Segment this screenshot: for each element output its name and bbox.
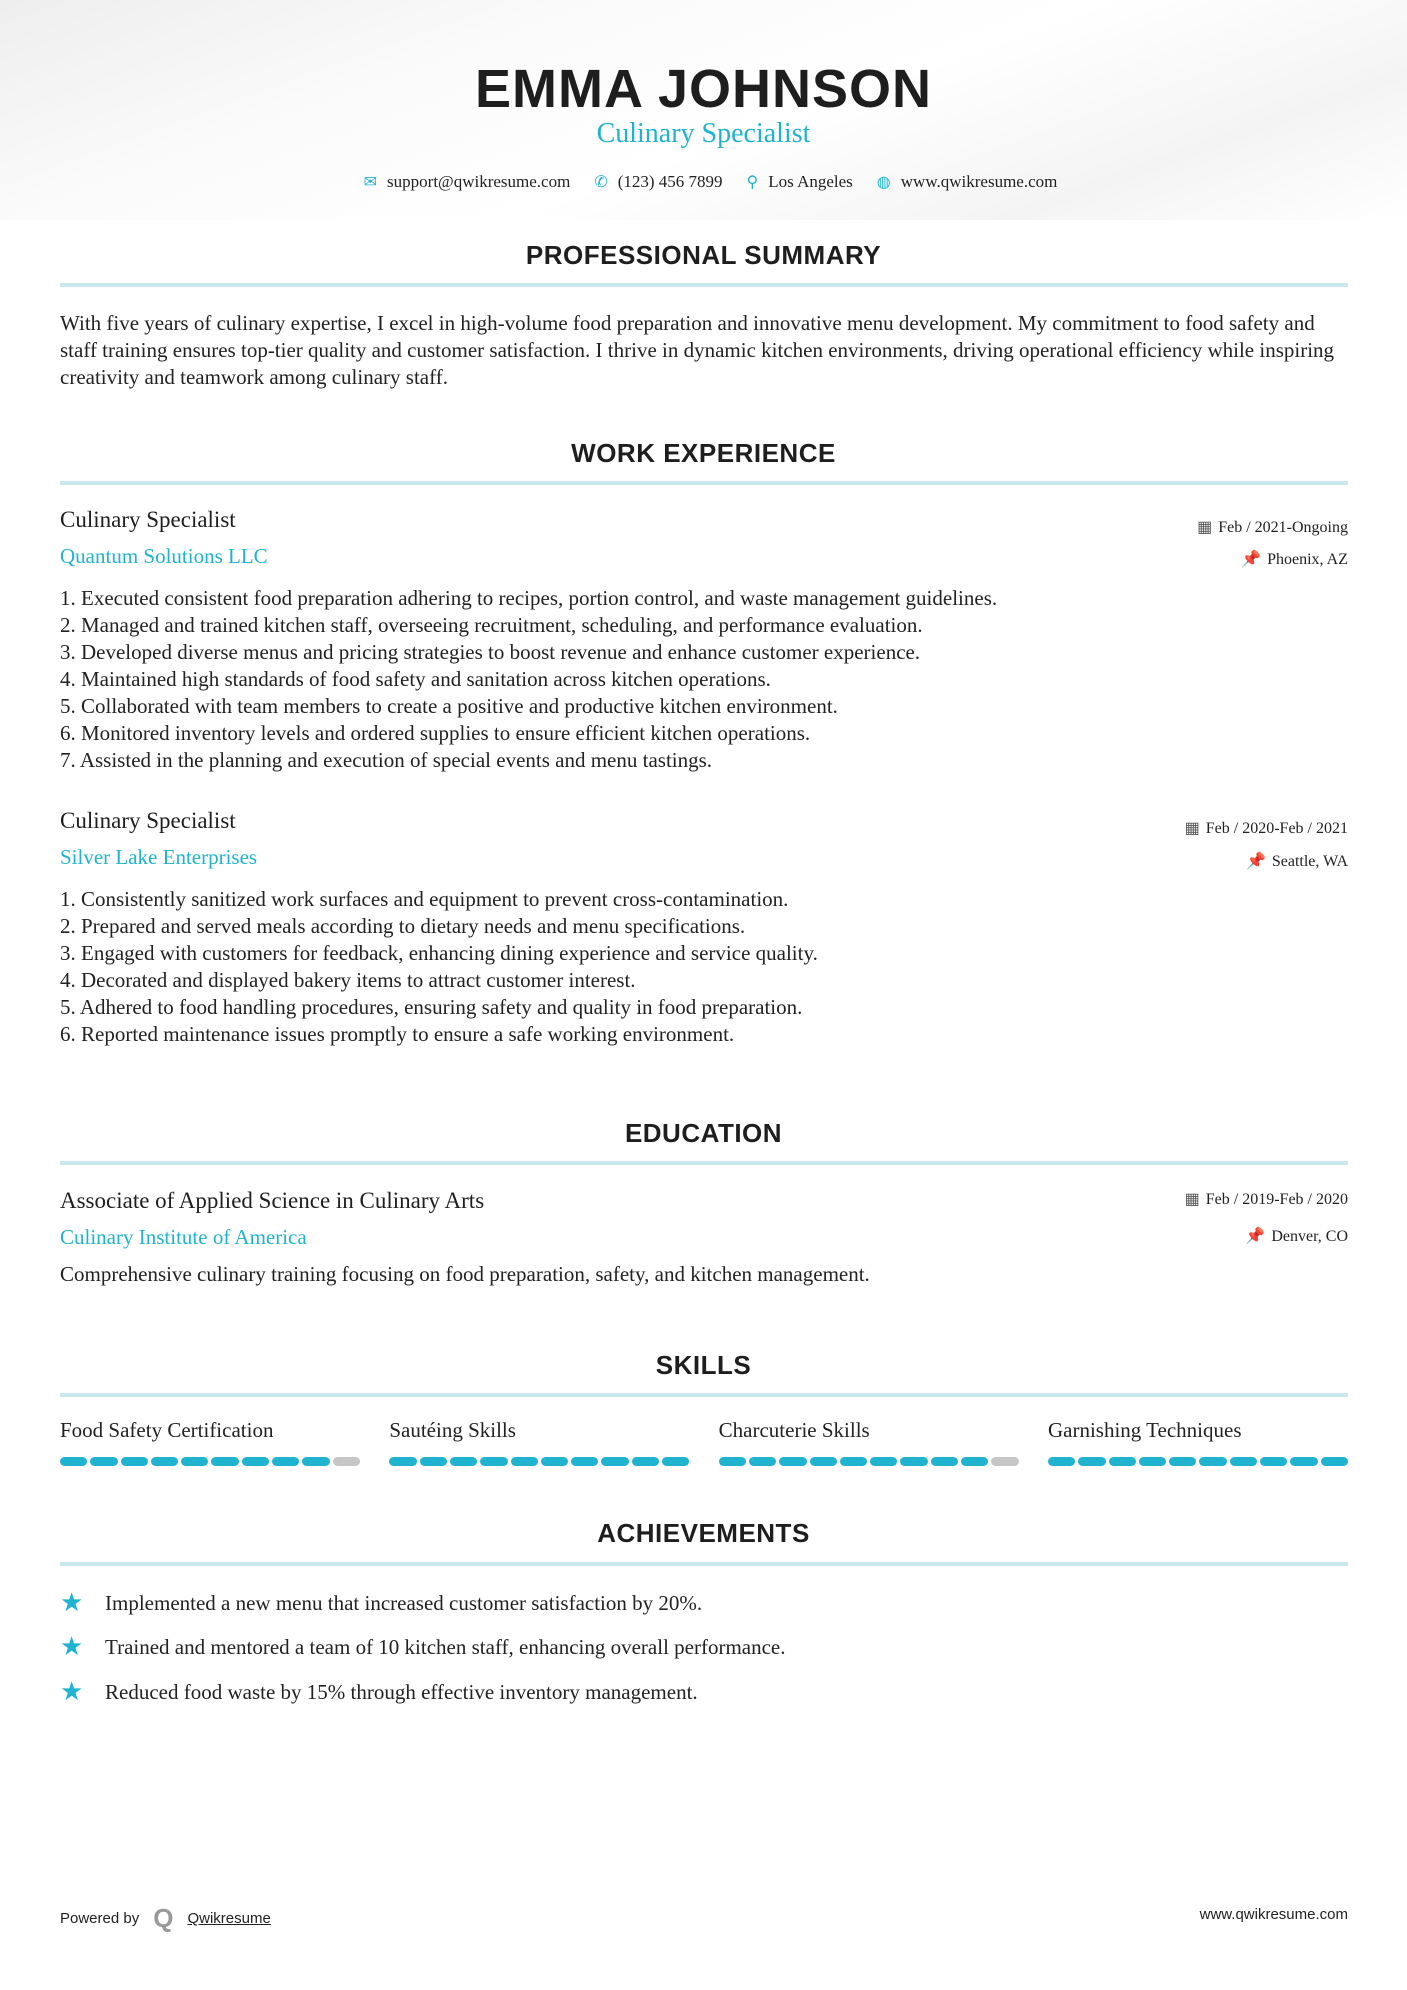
skill-level-segment <box>211 1457 238 1466</box>
skill-level-segment <box>662 1457 689 1466</box>
dates-text: Feb / 2019-Feb / 2020 <box>1205 1191 1348 1208</box>
skill-level-segment <box>1139 1457 1166 1466</box>
job-dates <box>1185 818 1348 838</box>
company-name: Silver Lake Enterprises <box>60 845 258 869</box>
list-item: 4. Decorated and displayed bakery items to attract customer interest. <box>60 968 636 992</box>
skill-level-segment <box>779 1457 806 1466</box>
skill-level-segment <box>181 1457 208 1466</box>
email-icon: ✉ <box>363 174 378 191</box>
star-icon: ★ <box>60 1632 84 1661</box>
company-name: Quantum Solutions LLC <box>60 544 268 568</box>
skill-level-segment <box>810 1457 837 1466</box>
skill-level-segment <box>60 1457 87 1466</box>
phone-icon: ✆ <box>594 174 608 191</box>
skill-level-segment <box>420 1457 447 1466</box>
phone: (123) 456 7899 <box>617 172 723 191</box>
skill-level-segment <box>333 1457 360 1466</box>
calendar-icon: ▦ <box>1184 1191 1200 1208</box>
skill-name: Sautéing Skills <box>389 1418 516 1442</box>
skill-level-segment <box>302 1457 329 1466</box>
achievement-text: Reduced food waste by 15% through effective inventory management. <box>105 1679 698 1704</box>
list-item: 2. Managed and trained kitchen staff, overseeing recruitment, scheduling, and performance evaluation. <box>60 613 923 637</box>
divider <box>60 1562 1348 1566</box>
skill-item <box>60 1418 360 1466</box>
powered-by-label: Powered by <box>60 1910 140 1927</box>
skill-level-segment <box>991 1457 1018 1466</box>
job-location <box>1246 851 1348 871</box>
achievement-text: Implemented a new menu that increased customer satisfaction by 20%. <box>105 1590 703 1615</box>
skill-level-bar <box>719 1457 1019 1466</box>
website[interactable]: www.qwikresume.com <box>900 172 1058 191</box>
achievements-heading: ACHIEVEMENTS <box>597 1518 810 1548</box>
list-item: 4. Maintained high standards of food safety and sanitation across kitchen operations. <box>60 667 771 691</box>
skill-level-segment <box>272 1457 299 1466</box>
divider <box>60 1161 1348 1165</box>
skill-level-segment <box>1260 1457 1287 1466</box>
achievement-text: Trained and mentored a team of 10 kitchen staff, enhancing overall performance. <box>105 1634 786 1659</box>
job-title: Culinary Specialist <box>60 507 236 532</box>
candidate-title: Culinary Specialist <box>596 118 811 149</box>
skill-level-bar <box>389 1457 689 1466</box>
job-dates <box>1197 517 1348 537</box>
skills-heading: SKILLS <box>655 1350 752 1380</box>
skill-level-segment <box>511 1457 538 1466</box>
skill-level-segment <box>1169 1457 1196 1466</box>
skill-level-segment <box>1321 1457 1348 1466</box>
school-name: Culinary Institute of America <box>60 1225 307 1249</box>
skill-item <box>1048 1418 1348 1466</box>
list-item: 3. Developed diverse menus and pricing strategies to boost revenue and enhance customer experience. <box>60 640 921 664</box>
skill-level-segment <box>870 1457 897 1466</box>
contact-bar <box>0 172 1407 192</box>
star-icon: ★ <box>60 1677 84 1706</box>
skill-level-segment <box>90 1457 117 1466</box>
skill-level-segment <box>242 1457 269 1466</box>
list-item: 5. Adhered to food handling procedures, ensuring safety and quality in food preparation. <box>60 995 803 1019</box>
skill-level-segment <box>719 1457 746 1466</box>
calendar-icon: ▦ <box>1197 519 1213 536</box>
skill-name: Charcuterie Skills <box>718 1418 870 1442</box>
footer-brand <box>60 1903 271 1934</box>
list-item: 3. Engaged with customers for feedback, enhancing dining experience and service quality. <box>60 941 818 965</box>
location-text: Seattle, WA <box>1271 853 1348 870</box>
education-heading: EDUCATION <box>624 1118 783 1148</box>
skill-level-segment <box>480 1457 507 1466</box>
dates-text: Feb / 2020-Feb / 2021 <box>1205 820 1348 837</box>
email[interactable]: support@qwikresume.com <box>387 172 571 191</box>
list-item: 2. Prepared and served meals according to dietary needs and menu specifications. <box>60 914 746 938</box>
achievement-item <box>60 1588 702 1618</box>
education-description: Comprehensive culinary training focusing on food preparation, safety, and kitchen management. <box>60 1262 870 1286</box>
skill-level-segment <box>840 1457 867 1466</box>
skill-level-segment <box>1230 1457 1257 1466</box>
skill-level-segment <box>961 1457 988 1466</box>
job-bullets <box>60 585 1350 774</box>
achievement-item <box>60 1632 786 1662</box>
skill-level-segment <box>389 1457 416 1466</box>
skill-level-segment <box>1290 1457 1317 1466</box>
job-title: Culinary Specialist <box>60 808 236 833</box>
skill-level-segment <box>121 1457 148 1466</box>
summary-text: With five years of culinary expertise, I excel in high-volume food preparation and innovative menu development. My commitment to food safety and staff training ensures top-tier quality and customer satisfaction. I thrive in dynamic kitchen environments, driving operational efficiency while inspiring creativity and teamwork among culinary staff. <box>60 311 1335 389</box>
brand-link[interactable]: Qwikresume <box>187 1910 271 1927</box>
divider <box>60 481 1348 485</box>
skill-level-segment <box>571 1457 598 1466</box>
calendar-icon: ▦ <box>1184 820 1200 837</box>
job-location <box>1241 549 1348 569</box>
summary-heading: PROFESSIONAL SUMMARY <box>525 240 882 270</box>
skill-level-segment <box>151 1457 178 1466</box>
skill-level-segment <box>632 1457 659 1466</box>
list-item: 7. Assisted in the planning and execution of special events and menu tastings. <box>60 748 713 772</box>
skills-grid <box>60 1418 1348 1466</box>
location-text: Denver, CO <box>1271 1228 1348 1245</box>
location-text: Phoenix, AZ <box>1267 551 1348 568</box>
achievement-item <box>60 1677 698 1707</box>
degree: Associate of Applied Science in Culinary Arts <box>60 1188 485 1213</box>
education-dates <box>1185 1189 1348 1209</box>
list-item: 6. Reported maintenance issues promptly to ensure a safe working environment. <box>60 1022 735 1046</box>
skill-level-segment <box>1199 1457 1226 1466</box>
job-bullets <box>60 886 1350 1048</box>
skill-level-segment <box>541 1457 568 1466</box>
globe-icon: ◍ <box>876 174 891 191</box>
skill-name: Garnishing Techniques <box>1047 1418 1242 1442</box>
skill-level-bar <box>60 1457 360 1466</box>
pin-icon: 📌 <box>1245 1228 1266 1245</box>
skill-level-segment <box>1078 1457 1105 1466</box>
skill-item <box>719 1418 1019 1466</box>
skill-level-segment <box>601 1457 628 1466</box>
skill-item <box>389 1418 689 1466</box>
list-item: 6. Monitored inventory levels and ordered supplies to ensure efficient kitchen operations. <box>60 721 811 745</box>
skill-name: Food Safety Certification <box>60 1418 274 1442</box>
list-item: 1. Consistently sanitized work surfaces and equipment to prevent cross-contamination. <box>60 887 789 911</box>
skill-level-bar <box>1048 1457 1348 1466</box>
divider <box>60 1393 1348 1397</box>
list-item: 5. Collaborated with team members to create a positive and productive kitchen environment. <box>60 694 838 718</box>
pin-icon: 📌 <box>1245 853 1266 870</box>
qwikresume-logo-icon: Q <box>153 1903 174 1933</box>
skill-level-segment <box>900 1457 927 1466</box>
experience-heading: WORK EXPERIENCE <box>571 438 836 468</box>
location: Los Angeles <box>768 172 853 191</box>
skill-level-segment <box>1109 1457 1136 1466</box>
list-item: 1. Executed consistent food preparation adhering to recipes, portion control, and waste management guidelines. <box>60 586 998 610</box>
pin-icon: 📌 <box>1241 551 1262 568</box>
skill-level-segment <box>450 1457 477 1466</box>
skill-level-segment <box>1048 1457 1075 1466</box>
dates-text: Feb / 2021-Ongoing <box>1218 519 1348 536</box>
star-icon: ★ <box>60 1588 84 1617</box>
location-pin-icon: ⚲ <box>746 174 759 191</box>
divider <box>60 283 1348 287</box>
education-location <box>1245 1226 1348 1246</box>
footer-website[interactable]: www.qwikresume.com <box>1199 1906 1348 1923</box>
skill-level-segment <box>931 1457 958 1466</box>
skill-level-segment <box>749 1457 776 1466</box>
candidate-name: EMMA JOHNSON <box>474 59 933 119</box>
